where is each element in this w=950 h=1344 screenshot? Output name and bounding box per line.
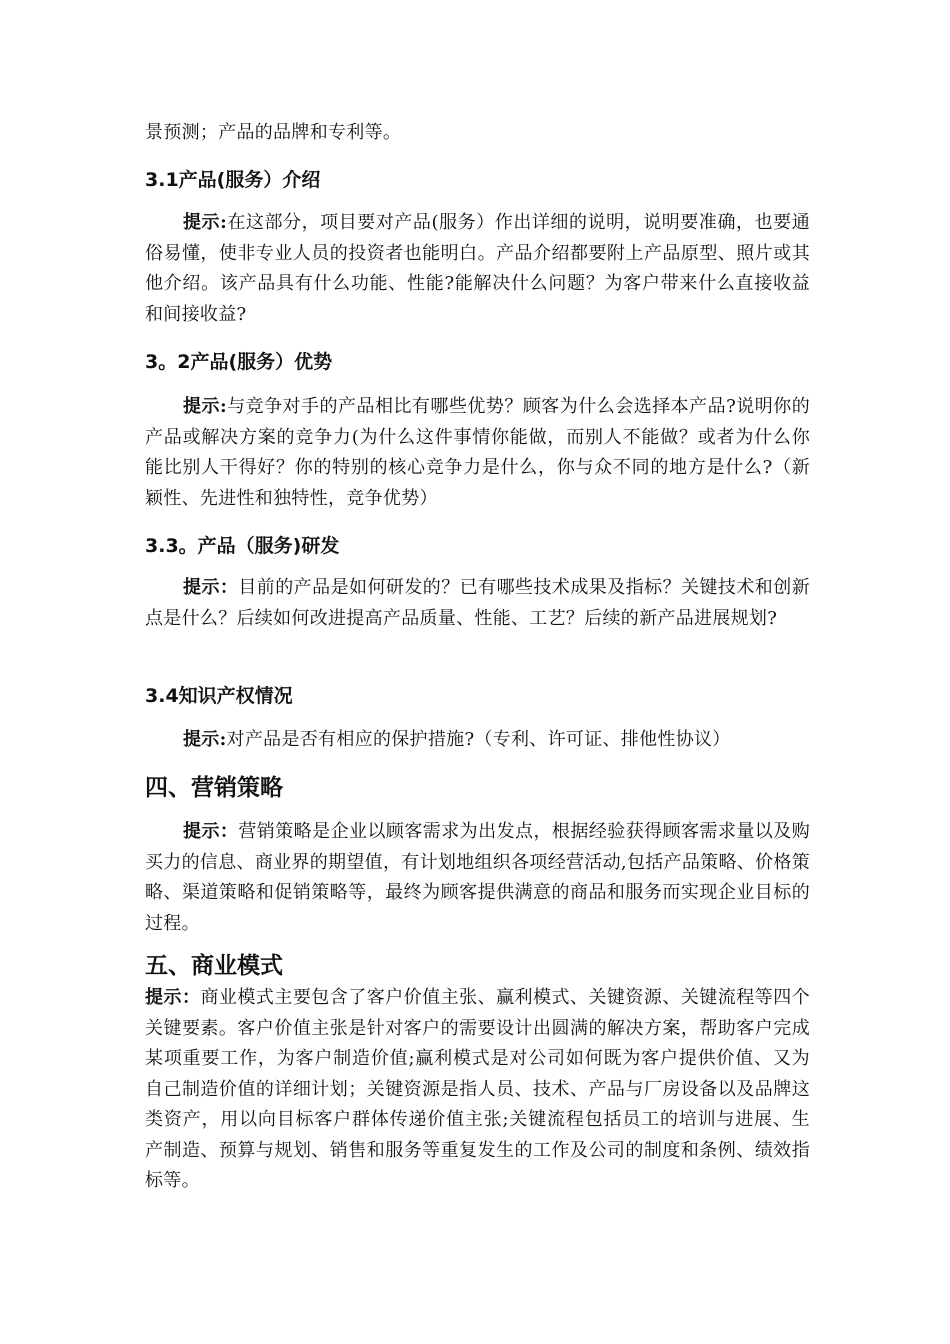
section-3-2-hint <box>145 392 810 514</box>
hint-label: 提示： <box>183 577 239 598</box>
hint-paragraph <box>145 392 810 514</box>
hint-paragraph <box>145 983 810 1197</box>
section-3-1 <box>145 166 810 194</box>
section-heading: 3.1产品(服务）介绍 <box>145 169 321 191</box>
section-4 <box>145 772 810 804</box>
hint-text: 营销策略是企业以顾客需求为出发点，根据经验获得顾客需求量以及购买力的信息、商业界的期望值，有计划地组织各项经营活动,包括产品策略、价格策略、渠道策略和促销策略等，最终为顾客提供满意的商品和服务而实现企业目标的过程。 <box>145 821 811 934</box>
hint-text: 在这部分，项目要对产品(服务）作出详细的说明，说明要准确，也要通俗易懂，使非专业人员的投资者也能明白。产品介绍都要附上产品原型、照片或其他介绍。该产品具有什么功能、性能?能解决什么问题？为客户带来什么直接收益和间接收益? <box>145 212 811 325</box>
section-4-hint <box>145 817 810 939</box>
intro-paragraph <box>145 118 810 149</box>
hint-paragraph <box>145 208 810 330</box>
hint-paragraph <box>145 817 810 939</box>
hint-label: 提示: <box>183 212 228 233</box>
section-heading: 3.4知识产权情况 <box>145 685 293 707</box>
hint-label: 提示: <box>183 729 227 750</box>
section-3-4-hint <box>145 725 810 756</box>
hint-text: 商业模式主要包含了客户价值主张、赢利模式、关键资源、关键流程等四个关键要素。客户价值主张是针对客户的需要设计出圆满的解决方案，帮助客户完成某项重要工作，为客户制造价值;赢利模式是对公司如何既为客户提供价值、又为自己制造价值的详细计划；关键资源是指人员、技术、产品与厂房设备以及品牌这类资产，用以向目标客户群体传递价值主张;关键流程包括员工的培训与进展、生产制造、预算与规划、销售和服务等重复发生的工作及公司的制度和条例、绩效指标等。 <box>145 987 810 1191</box>
section-3-2 <box>145 348 810 376</box>
section-5 <box>145 950 810 982</box>
section-heading: 3.3。产品（服务)研发 <box>145 535 340 557</box>
hint-label: 提示： <box>183 821 239 842</box>
intro-text: 景预测；产品的品牌和专利等。 <box>145 122 402 143</box>
chapter-heading: 五、商业模式 <box>145 953 283 979</box>
section-3-3 <box>145 532 810 560</box>
hint-label: 提示： <box>145 987 201 1008</box>
section-heading: 3。2产品(服务）优势 <box>145 351 333 373</box>
hint-text: 与竞争对手的产品相比有哪些优势？顾客为什么会选择本产品?说明你的产品或解决方案的竞争力(为什么这件事情你能做，而别人不能做？或者为什么你能比别人干得好？你的特别的核心竞争力是什么，你与众不同的地方是什么?（新颖性、先进性和独特性，竞争优势） <box>145 396 811 509</box>
chapter-heading: 四、营销策略 <box>145 775 283 801</box>
hint-text: 目前的产品是如何研发的？已有哪些技术成果及指标？关键技术和创新点是什么？后续如何改进提高产品质量、性能、工艺？后续的新产品进展规划? <box>145 577 811 629</box>
hint-paragraph <box>145 573 810 634</box>
hint-label: 提示: <box>183 396 227 417</box>
section-5-hint <box>145 983 810 1197</box>
section-3-1-hint <box>145 208 810 330</box>
hint-text: 对产品是否有相应的保护措施?（专利、许可证、排他性协议） <box>226 729 731 750</box>
hint-paragraph <box>145 725 810 756</box>
section-3-4 <box>145 682 810 710</box>
section-3-3-hint <box>145 573 810 634</box>
